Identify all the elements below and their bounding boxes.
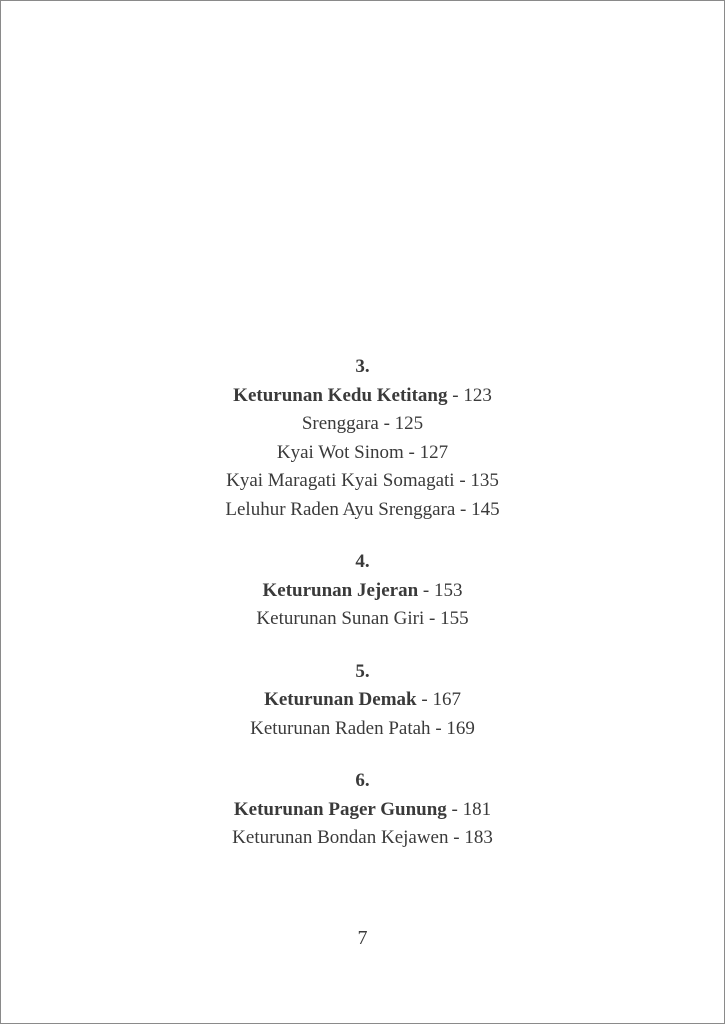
toc-entry[interactable] <box>0 410 725 439</box>
toc-section-6 <box>0 767 725 853</box>
entry-page-number: 145 <box>471 498 500 520</box>
section-number: 3. <box>355 356 370 377</box>
toc-entry[interactable] <box>0 605 725 634</box>
toc-entry[interactable] <box>0 715 725 744</box>
entry-page-number: 153 <box>434 579 463 601</box>
entry-separator: - <box>424 608 441 629</box>
entry-title: Keturunan Raden Patah <box>250 717 431 739</box>
section-main-entry[interactable] <box>0 686 725 715</box>
entry-page-number: 127 <box>419 441 449 463</box>
entry-separator: - <box>448 827 465 848</box>
section-number: 6. <box>355 770 370 791</box>
entry-page-number: 167 <box>432 689 461 710</box>
entry-separator: - <box>446 798 463 820</box>
section-main-entry[interactable] <box>0 577 725 606</box>
toc-entry[interactable] <box>0 467 725 496</box>
entry-page-number: 123 <box>463 384 492 406</box>
entry-title: Kyai Maragati Kyai Somagati <box>226 470 455 491</box>
entry-title: Kyai Wot Sinom <box>276 441 404 463</box>
section-main-title: Keturunan Demak <box>264 689 417 710</box>
entry-separator: - <box>403 441 420 463</box>
section-main-title: Keturunan Pager Gunung <box>233 798 447 820</box>
entry-separator: - <box>447 384 464 406</box>
entry-separator: - <box>418 579 434 601</box>
footer-page-number: 7 <box>357 927 368 949</box>
entry-page-number: 155 <box>440 608 469 629</box>
entry-separator: - <box>454 470 471 491</box>
toc-entry[interactable] <box>0 439 725 468</box>
toc-entry[interactable] <box>0 824 725 853</box>
section-number: 5. <box>355 660 370 682</box>
entry-title: Keturunan Bondan Kejawen <box>232 827 449 848</box>
entry-page-number: 183 <box>464 827 493 848</box>
entry-title: Srenggara <box>301 413 379 434</box>
entry-separator: - <box>378 413 395 434</box>
toc-section-3 <box>0 353 725 524</box>
entry-separator: - <box>455 498 472 520</box>
table-of-contents <box>0 353 725 877</box>
entry-separator: - <box>416 689 433 710</box>
entry-page-number: 181 <box>462 798 492 820</box>
toc-section-4 <box>0 548 725 634</box>
section-number: 4. <box>355 551 370 572</box>
section-main-title: Keturunan Kedu Ketitang <box>233 384 448 406</box>
entry-page-number: 125 <box>394 413 424 434</box>
entry-page-number: 169 <box>446 717 475 739</box>
entry-page-number: 135 <box>470 470 499 491</box>
toc-entry[interactable] <box>0 496 725 525</box>
section-main-entry[interactable] <box>0 796 725 825</box>
toc-section-5 <box>0 658 725 744</box>
entry-title: Leluhur Raden Ayu Srenggara <box>225 498 456 520</box>
entry-title: Keturunan Sunan Giri <box>256 608 425 629</box>
section-main-title: Keturunan Jejeran <box>262 579 419 601</box>
section-main-entry[interactable] <box>0 382 725 411</box>
entry-separator: - <box>430 717 447 739</box>
